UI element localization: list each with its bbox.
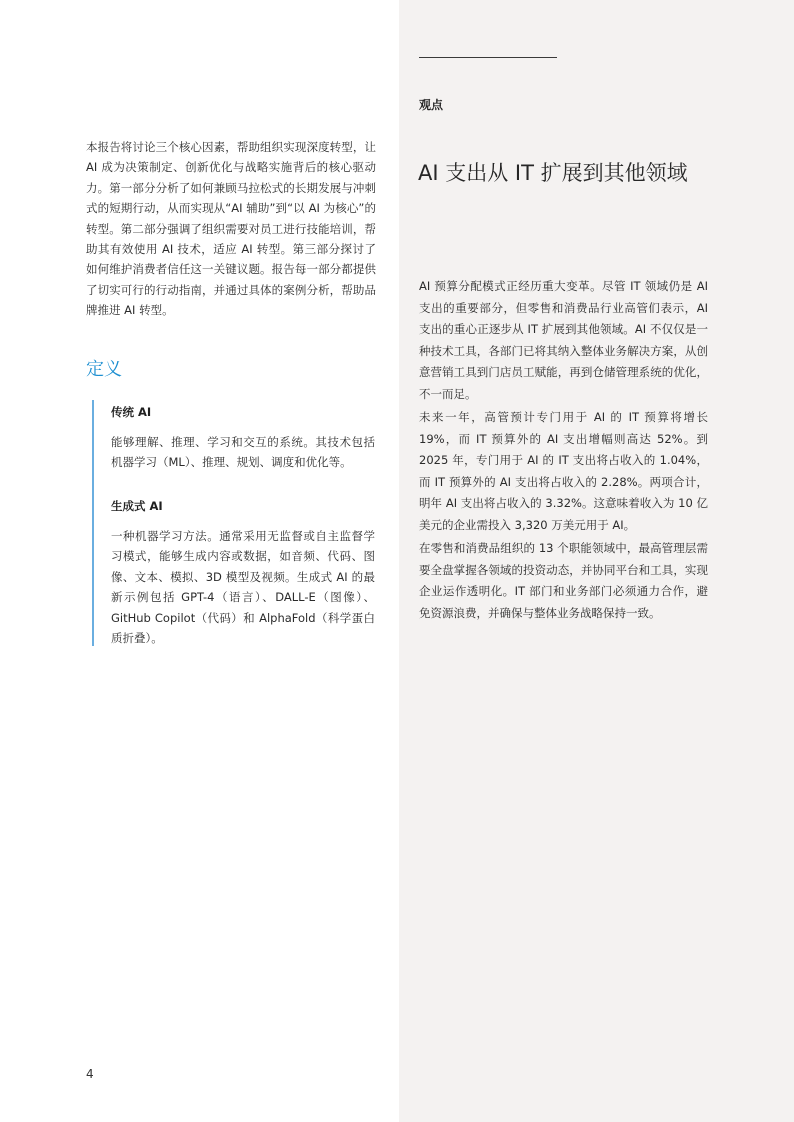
page-number: 4	[86, 1067, 94, 1081]
definition-desc-generative-ai: 一种机器学习方法。通常采用无监督或自主监督学习模式，能够生成内容或数据，如音频、代码、图像、文本、模拟、3D 模型及视频。生成式 AI 的最新示例包括 GPT-4（语言）、DALL-E（图像）、GitHub Copilot（代码）和 AlphaFold（科学蛋白质折叠）。	[111, 529, 375, 646]
body-paragraph-2: 未来一年，高管预计专门用于 AI 的 IT 预算将增长 19%，而 IT 预算外的 AI 支出增幅则高达 52%。到 2025 年，专门用于 AI 的 IT 支出将占收入的 1.04%，而 IT 预算外的 AI 支出将占收入的 2.28%。两项合计，明年 AI 支出将占收入的 3.32%。这意味着收入为 10 亿美元的企业需投入 3,320 万美元用于 AI。	[419, 410, 708, 532]
definitions-box	[92, 400, 376, 646]
definition-term-traditional-ai: 传统 AI	[111, 405, 152, 419]
body-paragraph-1: AI 预算分配模式正经历重大变革。尽管 IT 领域仍是 AI 支出的重要部分，但零售和消费品行业高管们表示，AI 支出的重心正逐步从 IT 扩展到其他领域。AI 不仅仅是一种技术工具，各部门已将其纳入整体业务解决方案，从创意营销工具到门店员工赋能，再到仓储管理系统的优化，不一而足。	[419, 279, 708, 401]
definitions-heading: 定义	[86, 359, 122, 380]
page-title: AI 支出从 IT 扩展到其他领域	[418, 161, 688, 185]
section-divider-rule	[419, 57, 557, 58]
body-paragraph-3: 在零售和消费品组织的 13 个职能领域中，最高管理层需要全盘掌握各领域的投资动态，并协同平台和工具，实现企业运作透明化。IT 部门和业务部门必须通力合作，避免资源浪费，并确保与整体业务战略保持一致。	[419, 541, 708, 620]
definition-desc-traditional-ai: 能够理解、推理、学习和交互的系统。其技术包括机器学习（ML）、推理、规划、调度和优化等。	[111, 435, 375, 470]
section-eyebrow: 观点	[419, 98, 444, 112]
intro-paragraph: 本报告将讨论三个核心因素，帮助组织实现深度转型，让 AI 成为决策制定、创新优化与战略实施背后的核心驱动力。第一部分分析了如何兼顾马拉松式的长期发展与冲刺式的短期行动，从而实现从“AI 辅助”到“以 AI 为核心”的转型。第二部分强调了组织需要对员工进行技能培训，帮助其有效使用 AI 技术，适应 AI 转型。第三部分探讨了如何维护消费者信任这一关键议题。报告每一部分都提供了切实可行的行动指南，并通过具体的案例分析，帮助品牌推进 AI 转型。	[86, 140, 376, 318]
definition-term-generative-ai: 生成式 AI	[111, 499, 163, 513]
